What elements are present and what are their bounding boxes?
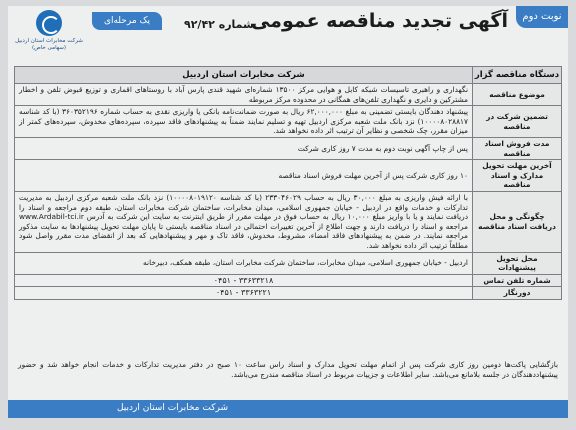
table-row xyxy=(15,287,562,300)
table-row xyxy=(15,191,562,252)
row-label: محل تحویل پیشنهادات xyxy=(473,252,562,274)
footer-company-name: شرکت مخابرات استان اردبیل xyxy=(116,403,228,413)
table-header-row xyxy=(15,67,562,84)
round-badge: نوبت دوم xyxy=(516,6,568,28)
table-row xyxy=(15,274,562,287)
telecom-logo-icon xyxy=(36,10,62,36)
row-value: ۰۴۵۱ - ۳۳۶۳۲۲۱ xyxy=(15,287,473,300)
tender-table xyxy=(14,66,562,300)
table-row xyxy=(15,106,562,138)
logo-caption: شرکت مخابرات استان اردبیل (سهامی خاص) xyxy=(15,38,83,51)
row-label: آخرین مهلت تحویل مدارک و اسناد مناقصه xyxy=(473,160,562,192)
table-row xyxy=(15,137,562,159)
row-value: ۱۰ روز کاری شرکت پس از آخرین مهلت فروش اسناد مناقصه xyxy=(15,160,473,192)
footer-note: بازگشایی پاکت‌ها دومین روز کاری شرکت پس از اتمام مهلت تحویل مدارک و اسناد راس ساعت ۱۰ صبح در دفتر مدیریت تدارکات و خدمات انجام خواهد شد و حضور پیشنهاددهندگان در جلسه بلامانع می‌باشد. سایر اطلاعات و جزییات مربوط در اسناد مناقصه مندرج می‌باشد. xyxy=(18,360,559,379)
row-value: اردبیل - خیابان جمهوری اسلامی، میدان مخابرات، ساختمان شرکت مخابرات استان، طبقه همکف، دبیرخانه xyxy=(15,252,473,274)
stage-badge: یک مرحله‌ای xyxy=(92,12,162,30)
row-label: دورنگار xyxy=(473,287,562,300)
row-value: ۰۴۵۱ - ۳۳۶۳۳۲۱۸ xyxy=(15,274,473,287)
company-logo xyxy=(14,10,84,64)
table-row xyxy=(15,252,562,274)
header-label-cell: دستگاه مناقصه گزار xyxy=(473,67,562,84)
row-label: مدت فروش اسناد مناقصه xyxy=(473,137,562,159)
row-value: پس از چاپ آگهی نوبت دوم به مدت ۷ روز کاری شرکت xyxy=(15,137,473,159)
tender-notice xyxy=(8,6,568,418)
footer-bar xyxy=(8,400,568,418)
row-value: نگهداری و راهبری تاسیسات شبکه کابل و هوایی مرکز ۱۳۵۰۰ شماره‌ای شهید قندی پارس آباد با روستاهای اقماری و توزیع قبوض تلفن و اخطار مشترکین و دایری و نگهداری تلفن‌های همگانی در محدوده مرکز مربوطه xyxy=(15,84,473,106)
table-row xyxy=(15,84,562,106)
notice-title: آگهی تجدید مناقصه عمومی xyxy=(250,10,508,32)
notice-number: شماره ۹۲/۴۲ xyxy=(184,18,254,31)
row-label: چگونگی و محل دریافت اسناد مناقصه xyxy=(473,191,562,252)
header-value-cell: شرکت مخابرات استان اردبیل xyxy=(15,67,473,84)
table-row xyxy=(15,160,562,192)
row-label: تضمین شرکت در مناقصه xyxy=(473,106,562,138)
row-label: موضوع مناقصه xyxy=(473,84,562,106)
row-label: شماره تلفن تماس xyxy=(473,274,562,287)
row-value: با ارائه فیش واریزی به مبلغ ۳۰,۰۰۰ ریال به حساب ۲۳۳۰۴۶۰۲۹ (با کد شناسه ۱۰۰۰۰۸۰۱۹۱۲۰) نزد بانک ملت شعبه مرکزی اردبیل به مدیریت تدارکات و خدمات واقع در اردبیل - خیابان جمهوری اسلامی، میدان مخابرات، ساختمان شرکت مخابرات استان، طبقه دوم مراجعه و اسناد را دریافت نمایند و یا با واریز مبلغ ۱۰,۰۰۰ ریال به حساب فوق در مهلت مقرر از طریق اینترنت به سایت این شرکت به آدرس www.Ardabil-tci.ir مراجعه و اسناد را دریافت دارند و جهت اطلاع از آخرین تغییرات احتمالی در اسناد مناقصه بایستی تا پایان مهلت تحویل پیشنهادها به سایت مذکور مراجعه نمایند. در ضمن به پیشنهادهای فاقد امضاء، مشروط، مخدوش، فاقد تاک و مهر و پیشنهادهایی که بعد از انقضای مدت مقرر واصل شود مطلقاً ترتیب اثر داده نخواهد شد. xyxy=(15,191,473,252)
row-value: پیشنهاد دهندگان بایستی تضمینی به مبلغ ۶۲,۰۰۰,۰۰۰ ریال به صورت ضمانت‌نامه بانکی یا واریزی نقدی به حساب شماره ۳۶۰۳۵۲۱۹۶ (با کد شناسه ۱۰۰۰۰۸۰۲۸۸۱۷) نزد بانک ملت شعبه مرکزی اردبیل تهیه و تسلیم نمایند ضمناً به پیشنهادهای فاقد سپرده، سپرده‌های مخدوش، سپرده‌های کمتر از میزان مقرر، چک شخصی و نظایر آن ترتیب اثر داده نخواهد شد. xyxy=(15,106,473,138)
